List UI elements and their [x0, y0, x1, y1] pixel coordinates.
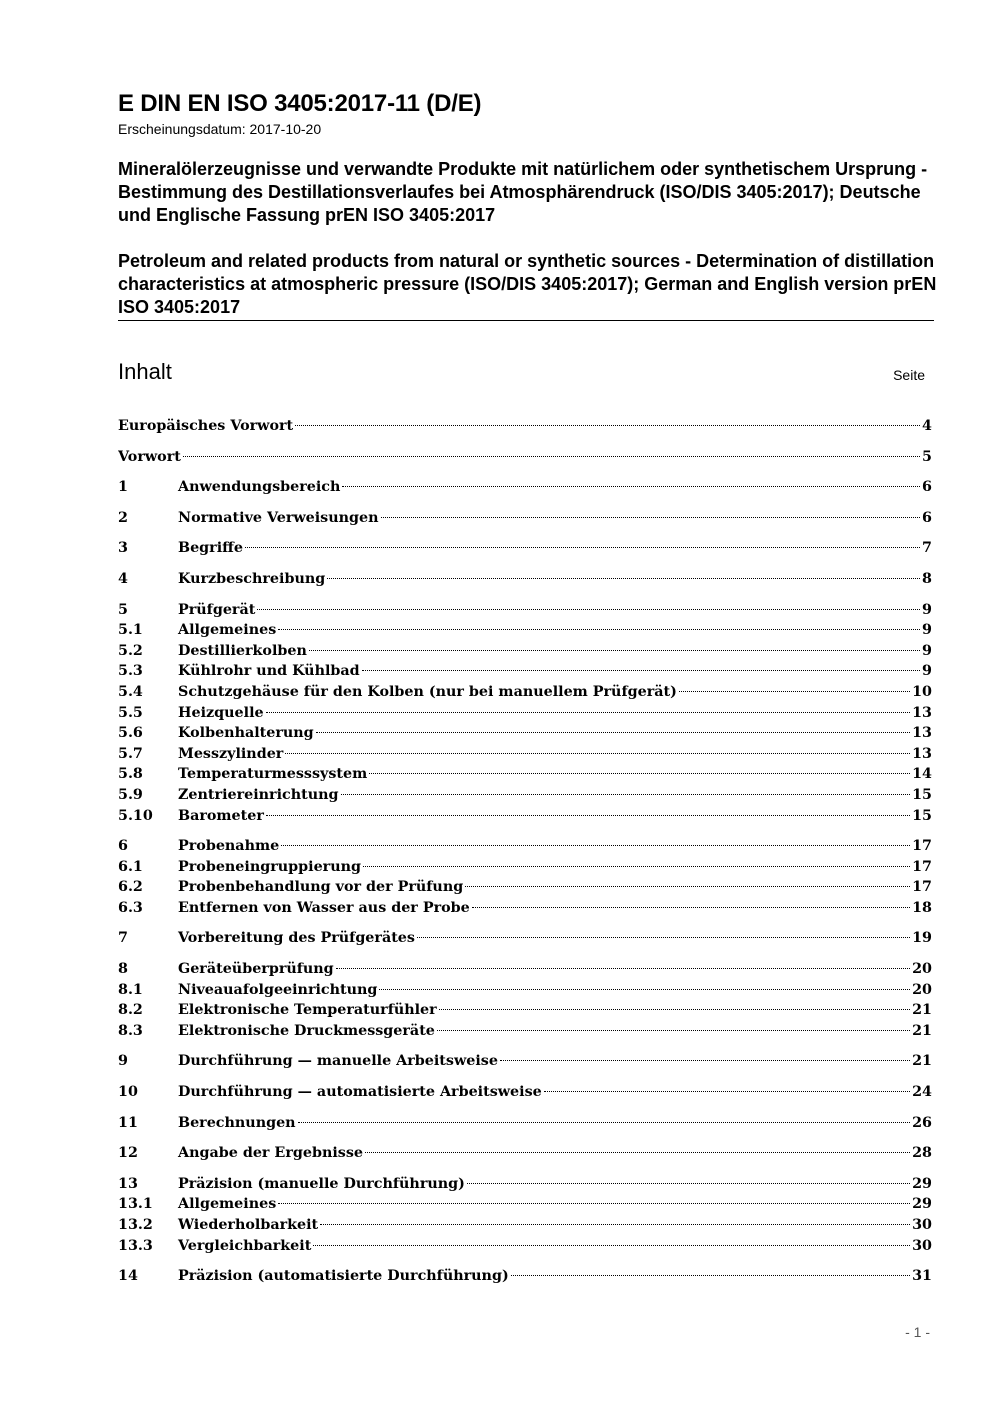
toc-dot-leader: [327, 578, 920, 579]
toc-entry-title: Allgemeines: [178, 622, 277, 639]
page-column-label: Seite: [893, 367, 925, 383]
toc-entry-page: 18: [912, 899, 932, 916]
toc-entry-title: Entfernen von Wasser aus der Probe: [178, 899, 470, 916]
toc-entry-page: 17: [912, 879, 932, 896]
toc-entry-number: 7: [118, 930, 128, 947]
toc-entry[interactable]: [118, 980, 932, 1001]
toc-entry-title: Kurzbeschreibung: [178, 570, 326, 587]
toc-entry[interactable]: [118, 1000, 932, 1021]
toc-entry[interactable]: [118, 785, 932, 806]
toc-entry-title: Berechnungen: [178, 1114, 296, 1131]
toc-dot-leader: [439, 1009, 910, 1010]
toc-entry-title: Niveauafolgeeinrichtung: [178, 981, 378, 998]
toc-entry-number: 13.3: [118, 1237, 153, 1254]
toc-entry-title: Elektronische Druckmessgeräte: [178, 1022, 435, 1039]
toc-group: [118, 600, 932, 827]
toc-entry-number: 8.1: [118, 981, 143, 998]
toc-entry-title: Durchführung — manuelle Arbeitsweise: [178, 1053, 498, 1070]
toc-entry-number: 1: [118, 479, 128, 496]
toc-dot-leader: [472, 907, 910, 908]
toc-group: [118, 508, 932, 529]
toc-dot-leader: [336, 968, 910, 969]
toc-group: [118, 1266, 932, 1287]
toc-entry-page: 28: [912, 1145, 932, 1162]
toc-entry-line: [178, 930, 932, 946]
toc-dot-leader: [381, 517, 921, 518]
toc-group: [118, 1113, 932, 1134]
toc-entry-number: 5.6: [118, 725, 143, 742]
toc-entry-title: Vorwort: [118, 448, 181, 465]
toc-entry-page: 14: [912, 766, 932, 783]
title-german: Mineralölerzeugnisse und verwandte Produkte mit natürlichem oder synthetischem Ursprung - Bestimmung des Destillationsverlaufes bei Atmosphärendruck (ISO/DIS 3405:2017); Deutsche und Englische Fassung prEN ISO 3405:2017: [118, 159, 928, 225]
toc-entry-number: 13: [118, 1175, 138, 1192]
toc-group: [118, 1082, 932, 1103]
toc-entry-title: Begriffe: [178, 540, 243, 557]
toc-entry[interactable]: [118, 723, 932, 744]
toc-entry-title: Prüfgerät: [178, 601, 256, 618]
toc-entry-number: 4: [118, 570, 128, 587]
toc-entry-line: [178, 602, 932, 618]
toc-entry-page: 6: [922, 509, 932, 526]
toc-entry[interactable]: [118, 1113, 932, 1134]
toc-dot-leader: [266, 815, 910, 816]
toc-dot-leader: [320, 1224, 910, 1225]
toc-entry-page: 21: [912, 1002, 932, 1019]
toc-dot-leader: [365, 1152, 910, 1153]
toc-entry[interactable]: [118, 1082, 932, 1103]
toc-entry[interactable]: [118, 447, 932, 468]
toc-dot-leader: [183, 456, 920, 457]
toc-entry-line: [178, 859, 932, 875]
toc-dot-leader: [379, 989, 910, 990]
toc-group: [118, 569, 932, 590]
toc-entry-page: 13: [912, 725, 932, 742]
table-of-contents: [118, 416, 932, 1297]
toc-entry-page: 15: [912, 807, 932, 824]
toc-entry-title: Vorbereitung des Prüfgerätes: [178, 930, 415, 947]
toc-entry-number: 5.5: [118, 704, 143, 721]
toc-entry[interactable]: [118, 1194, 932, 1215]
toc-dot-leader: [245, 547, 920, 548]
toc-entry-line: [178, 1115, 932, 1131]
toc-dot-leader: [298, 1122, 911, 1123]
toc-group: [118, 1174, 932, 1256]
toc-entry-page: 30: [912, 1237, 932, 1254]
toc-entry[interactable]: [118, 538, 932, 559]
toc-entry-number: 5.1: [118, 622, 143, 639]
toc-entry-line: [178, 725, 932, 741]
title-english: Petroleum and related products from natural or synthetic sources - Determination of distillation characteristics at atmospheric pressure (ISO/DIS 3405:2017); German and English version prEN ISO 3405:2017: [118, 251, 937, 317]
toc-entry-line: [178, 808, 932, 824]
toc-entry-line: [178, 622, 932, 638]
toc-dot-leader: [679, 691, 910, 692]
toc-entry-page: 29: [912, 1175, 932, 1192]
toc-entry[interactable]: [118, 416, 932, 437]
toc-dot-leader: [437, 1030, 910, 1031]
toc-entry-title: Durchführung — automatisierte Arbeitsweise: [178, 1084, 542, 1101]
toc-entry-line: [178, 663, 932, 679]
toc-entry-page: 17: [912, 858, 932, 875]
toc-entry[interactable]: [118, 898, 932, 919]
toc-entry[interactable]: [118, 959, 932, 980]
toc-entry-number: 2: [118, 509, 128, 526]
toc-entry[interactable]: [118, 641, 932, 662]
toc-entry-line: [178, 643, 932, 659]
toc-entry-line: [118, 449, 932, 465]
toc-entry-title: Angabe der Ergebnisse: [178, 1145, 363, 1162]
toc-entry-page: 4: [922, 418, 932, 434]
toc-entry-page: 6: [922, 479, 932, 496]
toc-entry-page: 7: [922, 540, 932, 557]
toc-group: [118, 447, 932, 468]
toc-entry-page: 17: [912, 838, 932, 855]
toc-dot-leader: [313, 1245, 910, 1246]
toc-entry-line: [118, 418, 932, 434]
toc-entry-line: [178, 787, 932, 803]
toc-entry-title: Präzision (manuelle Durchführung): [178, 1175, 465, 1192]
toc-entry-number: 10: [118, 1084, 138, 1101]
toc-dot-leader: [341, 794, 911, 795]
toc-entry-page: 10: [912, 683, 932, 700]
toc-dot-leader: [316, 732, 910, 733]
toc-entry-page: 5: [922, 448, 932, 465]
toc-entry-number: 5.4: [118, 683, 143, 700]
toc-entry-page: 31: [912, 1268, 932, 1285]
toc-dot-leader: [369, 773, 910, 774]
toc-entry-number: 14: [118, 1268, 138, 1285]
toc-entry-title: Normative Verweisungen: [178, 509, 379, 526]
publication-date: Erscheinungsdatum: 2017-10-20: [118, 121, 322, 137]
toc-entry[interactable]: [118, 703, 932, 724]
toc-entry-title: Temperaturmesssystem: [178, 766, 368, 783]
toc-entry[interactable]: [118, 928, 932, 949]
toc-dot-leader: [257, 609, 920, 610]
toc-entry-page: 9: [922, 663, 932, 680]
toc-entry-page: 13: [912, 745, 932, 762]
toc-entry-number: 13.1: [118, 1196, 153, 1213]
toc-entry-title: Destillierkolben: [178, 642, 307, 659]
toc-entry-page: 9: [922, 601, 932, 618]
toc-entry-title: Schutzgehäuse für den Kolben (nur bei manuellem Prüfgerät): [178, 683, 677, 700]
toc-entry-line: [178, 1196, 932, 1212]
toc-entry-number: 5: [118, 601, 128, 618]
toc-entry-number: 5.10: [118, 807, 153, 824]
toc-entry-page: 20: [912, 981, 932, 998]
toc-entry-line: [178, 1145, 932, 1161]
toc-entry-line: [178, 766, 932, 782]
toc-dot-leader: [278, 1203, 910, 1204]
toc-entry-page: 13: [912, 704, 932, 721]
toc-entry[interactable]: [118, 1143, 932, 1164]
toc-entry-number: 8.2: [118, 1002, 143, 1019]
toc-entry-number: 13.2: [118, 1217, 153, 1233]
toc-dot-leader: [511, 1275, 910, 1276]
toc-entry-number: 8: [118, 961, 128, 978]
toc-entry[interactable]: [118, 569, 932, 590]
toc-entry-title: Heizquelle: [178, 704, 264, 721]
toc-entry-line: [178, 900, 932, 916]
toc-entry[interactable]: [118, 806, 932, 827]
toc-entry[interactable]: [118, 1266, 932, 1287]
toc-entry-line: [178, 571, 932, 587]
toc-entry-number: 5.7: [118, 745, 143, 762]
toc-entry-line: [178, 961, 932, 977]
toc-entry-number: 3: [118, 540, 128, 557]
toc-entry[interactable]: [118, 1021, 932, 1042]
toc-entry-line: [178, 746, 932, 762]
toc-entry-page: 20: [912, 961, 932, 978]
toc-entry-page: 24: [912, 1084, 932, 1101]
toc-entry[interactable]: [118, 508, 932, 529]
toc-entry-number: 6.3: [118, 899, 143, 916]
toc-entry-title: Barometer: [178, 807, 264, 824]
toc-entry-line: [178, 684, 932, 700]
toc-entry-page: 21: [912, 1053, 932, 1070]
toc-group: [118, 538, 932, 559]
toc-dot-leader: [363, 866, 910, 867]
toc-dot-leader: [500, 1060, 910, 1061]
toc-entry-number: 5.3: [118, 663, 143, 680]
toc-group: [118, 477, 932, 498]
toc-entry-number: 6.2: [118, 879, 143, 896]
toc-entry[interactable]: [118, 764, 932, 785]
toc-entry-line: [178, 1217, 932, 1233]
toc-entry-number: 11: [118, 1114, 138, 1131]
toc-entry-number: 5.2: [118, 642, 143, 659]
toc-entry-number: 5.9: [118, 786, 143, 803]
toc-entry[interactable]: [118, 661, 932, 682]
toc-dot-leader: [266, 712, 910, 713]
toc-entry-title: Zentriereinrichtung: [178, 786, 339, 803]
toc-entry-title: Messzylinder: [178, 745, 284, 762]
toc-entry-number: 12: [118, 1145, 138, 1162]
toc-entry-title: Geräteüberprüfung: [178, 961, 334, 978]
toc-entry[interactable]: [118, 1215, 932, 1236]
toc-entry-title: Kolbenhalterung: [178, 725, 314, 742]
toc-dot-leader: [281, 845, 910, 846]
toc-entry-line: [178, 540, 932, 556]
toc-dot-leader: [309, 650, 920, 651]
document-id: E DIN EN ISO 3405:2017-11 (D/E): [118, 90, 482, 117]
toc-entry-number: 6: [118, 838, 128, 855]
toc-dot-leader: [544, 1091, 910, 1092]
toc-entry-line: [178, 982, 932, 998]
toc-entry-number: 6.1: [118, 858, 143, 875]
toc-dot-leader: [362, 670, 920, 671]
toc-entry-number: 5.8: [118, 766, 143, 783]
toc-entry[interactable]: [118, 836, 932, 857]
toc-entry-title: Wiederholbarkeit: [178, 1217, 319, 1233]
toc-entry-line: [178, 510, 932, 526]
toc-entry-page: 26: [912, 1114, 932, 1131]
toc-dot-leader: [417, 937, 910, 938]
toc-entry-title: Allgemeines: [178, 1196, 277, 1213]
toc-entry[interactable]: [118, 1174, 932, 1195]
toc-entry-line: [178, 479, 932, 495]
toc-entry[interactable]: [118, 857, 932, 878]
toc-dot-leader: [467, 1183, 910, 1184]
toc-group: [118, 959, 932, 1041]
toc-entry-page: 9: [922, 622, 932, 639]
toc-entry-number: 9: [118, 1053, 128, 1070]
toc-dot-leader: [465, 886, 910, 887]
toc-group: [118, 928, 932, 949]
title-divider: [118, 320, 934, 321]
toc-entry-title: Präzision (automatisierte Durchführung): [178, 1268, 509, 1285]
toc-entry-page: 29: [912, 1196, 932, 1213]
toc-entry-line: [178, 838, 932, 854]
toc-entry-page: 15: [912, 786, 932, 803]
toc-entry-line: [178, 1268, 932, 1284]
toc-entry[interactable]: [118, 682, 932, 703]
toc-entry-line: [178, 1053, 932, 1069]
toc-entry-line: [178, 1084, 932, 1100]
toc-entry-page: 30: [912, 1217, 932, 1233]
toc-entry-title: Kühlrohr und Kühlbad: [178, 663, 360, 680]
toc-entry-line: [178, 1023, 932, 1039]
toc-group: [118, 1143, 932, 1164]
toc-dot-leader: [295, 425, 920, 426]
toc-group: [118, 416, 932, 437]
toc-entry-title: Vergleichbarkeit: [178, 1237, 312, 1254]
toc-entry-title: Probenbehandlung vor der Prüfung: [178, 879, 464, 896]
toc-entry-line: [178, 879, 932, 895]
toc-entry-title: Elektronische Temperaturfühler: [178, 1002, 437, 1019]
toc-entry-page: 21: [912, 1022, 932, 1039]
toc-group: [118, 836, 932, 918]
toc-entry-title: Europäisches Vorwort: [118, 418, 294, 434]
toc-entry-line: [178, 705, 932, 721]
toc-dot-leader: [342, 486, 920, 487]
toc-entry[interactable]: [118, 1051, 932, 1072]
toc-entry[interactable]: [118, 600, 932, 621]
toc-entry-title: Probenahme: [178, 838, 280, 855]
toc-dot-leader: [285, 753, 910, 754]
toc-entry-page: 8: [922, 570, 932, 587]
toc-entry-title: Probeneingruppierung: [178, 858, 361, 875]
toc-entry-line: [178, 1176, 932, 1192]
toc-entry-title: Anwendungsbereich: [178, 479, 341, 496]
toc-entry-page: 9: [922, 642, 932, 659]
page-number: - 1 -: [905, 1324, 930, 1340]
toc-entry-line: [178, 1238, 932, 1254]
toc-entry-line: [178, 1002, 932, 1018]
toc-entry-number: 8.3: [118, 1022, 143, 1039]
toc-entry-page: 19: [912, 930, 932, 947]
contents-heading: Inhalt: [118, 359, 172, 384]
toc-entry[interactable]: [118, 477, 932, 498]
toc-entry[interactable]: [118, 877, 932, 898]
toc-entry[interactable]: [118, 744, 932, 765]
toc-entry[interactable]: [118, 1236, 932, 1257]
toc-dot-leader: [278, 629, 920, 630]
toc-group: [118, 1051, 932, 1072]
toc-entry[interactable]: [118, 620, 932, 641]
